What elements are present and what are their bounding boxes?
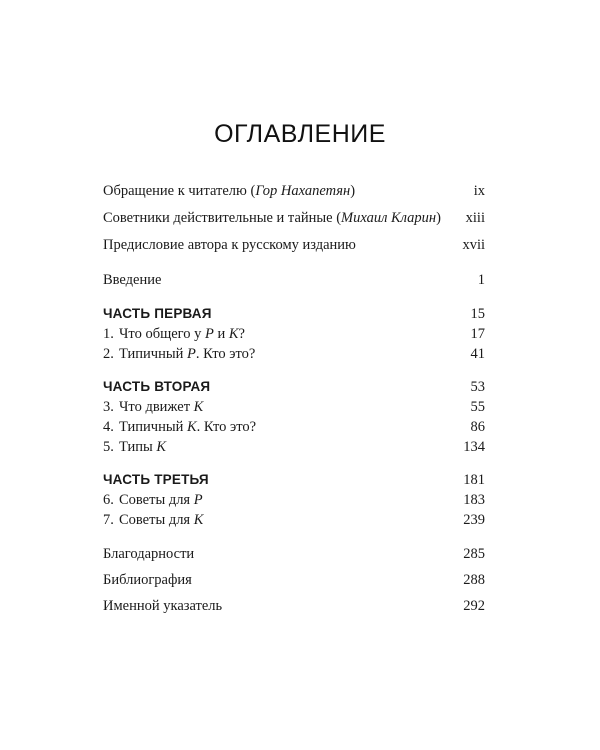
toc-part-three[interactable] — [103, 470, 485, 490]
toc-page-number: 15 — [470, 306, 485, 322]
toc-part-title: ЧАСТЬ ТРЕТЬЯ — [103, 472, 209, 487]
toc-entry-bibliography[interactable] — [103, 570, 485, 590]
toc-part-one[interactable] — [103, 304, 485, 324]
toc-entry-label: Обращение к читателю (Гор Нахапетян) — [103, 183, 356, 199]
toc-entry-label: 4. Типичный К. Кто это? — [103, 419, 257, 435]
toc-page-number: 134 — [463, 439, 485, 455]
toc-entry-acknowledgements[interactable] — [103, 544, 485, 564]
toc-page-number: ix — [473, 183, 485, 199]
toc-entry-reader-address[interactable] — [103, 181, 485, 201]
toc-entry-label: 3. Что движет К — [103, 399, 204, 415]
toc-page-number: 239 — [463, 512, 485, 528]
toc-page-number: xiii — [465, 210, 485, 226]
toc-entry-preface[interactable] — [103, 235, 485, 255]
toc-entry-label: Благодарности — [103, 546, 195, 562]
toc-entry-introduction[interactable] — [103, 270, 485, 290]
toc-page-number: 41 — [470, 346, 485, 362]
toc-entry-label: 7. Советы для К — [103, 512, 204, 528]
toc-entry-name-index[interactable] — [103, 596, 485, 616]
toc-entry-advisors[interactable] — [103, 208, 485, 228]
toc-page-number: xvii — [462, 237, 485, 253]
toc-entry-label: Библиография — [103, 572, 192, 588]
toc-page-number: 17 — [470, 326, 485, 342]
toc-page-number: 292 — [463, 598, 485, 614]
toc-page-number: 288 — [463, 572, 485, 588]
toc-page-number: 1 — [477, 272, 485, 288]
toc-page-number: 183 — [463, 492, 485, 508]
toc-entry-label: Введение — [103, 272, 162, 288]
toc-chapter-4[interactable] — [103, 417, 485, 437]
toc-entry-label: 6. Советы для Р — [103, 492, 203, 508]
toc-chapter-6[interactable] — [103, 490, 485, 510]
toc-part-title: ЧАСТЬ ПЕРВАЯ — [103, 306, 212, 321]
page-title: ОГЛАВЛЕНИЕ — [214, 120, 386, 148]
toc-page-number: 86 — [470, 419, 485, 435]
toc-chapter-7[interactable] — [103, 510, 485, 530]
toc-chapter-3[interactable] — [103, 397, 485, 417]
toc-entry-label: Предисловие автора к русскому изданию — [103, 237, 356, 253]
toc-entry-label: 1. Что общего у Р и К? — [103, 326, 245, 342]
toc-part-title: ЧАСТЬ ВТОРАЯ — [103, 379, 211, 394]
toc-entry-label: Советники действительные и тайные (Михаил Кларин) — [103, 210, 441, 226]
toc-page-number: 285 — [463, 546, 485, 562]
toc-entry-label: 5. Типы К — [103, 439, 167, 455]
toc-page-number: 53 — [470, 379, 485, 395]
toc-chapter-5[interactable] — [103, 437, 485, 457]
toc-page-number: 55 — [470, 399, 485, 415]
toc-part-two[interactable] — [103, 377, 485, 397]
toc-chapter-1[interactable] — [103, 324, 485, 344]
toc-entry-label: 2. Типичный Р. Кто это? — [103, 346, 256, 362]
toc-entry-label: Именной указатель — [103, 598, 223, 614]
toc-chapter-2[interactable] — [103, 344, 485, 364]
toc-page-number: 181 — [463, 472, 485, 488]
